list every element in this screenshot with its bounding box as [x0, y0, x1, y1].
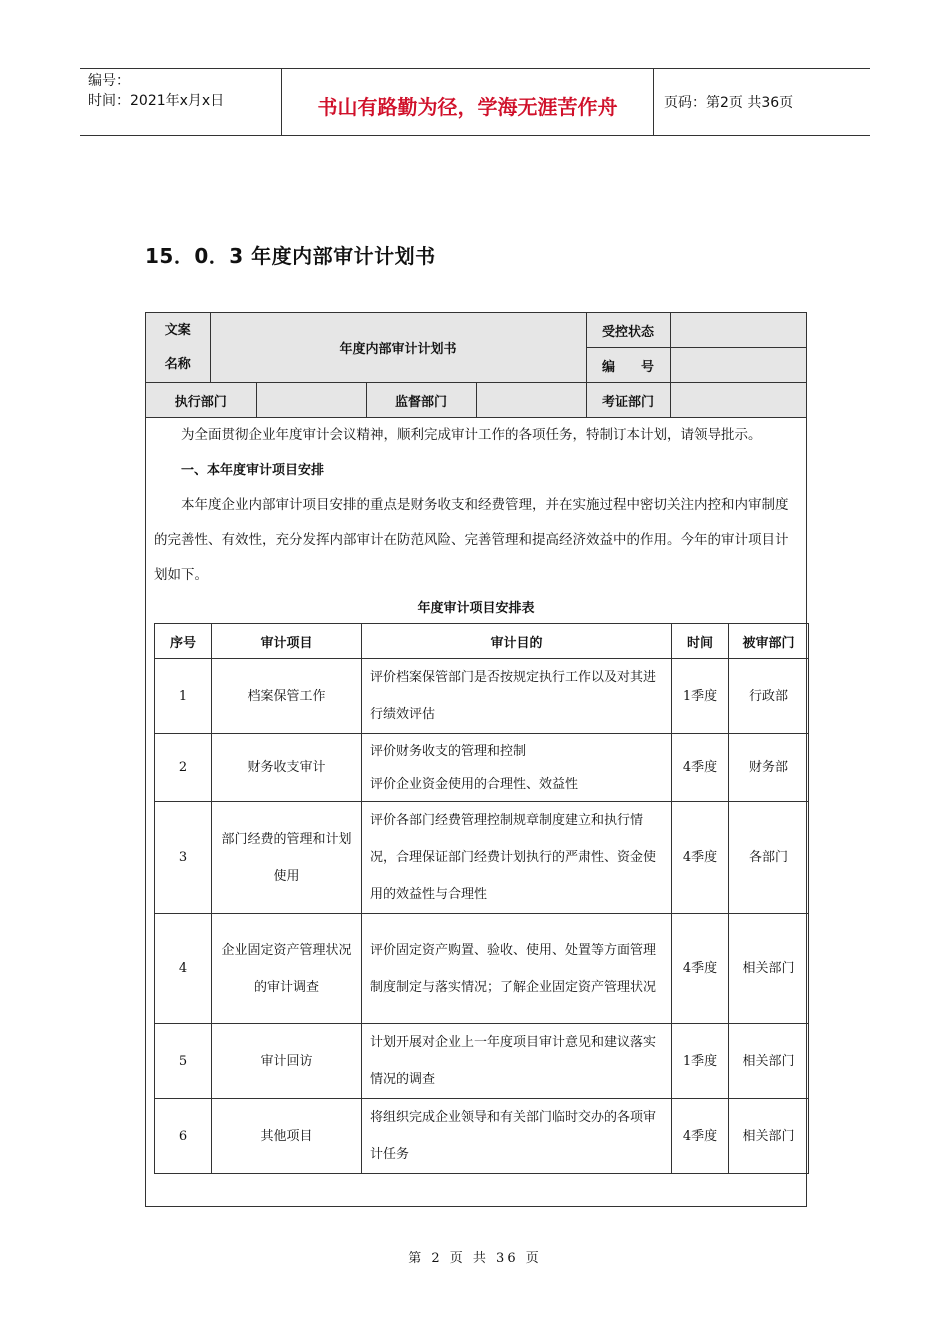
table-caption: 年度审计项目安排表	[417, 601, 535, 616]
verify-dept-label: 考证部门	[586, 383, 670, 418]
row-no: 1	[155, 659, 212, 734]
table-row	[155, 914, 809, 1024]
row-no: 4	[155, 914, 212, 1024]
table-row	[155, 1024, 809, 1099]
code-label: 编号：	[88, 73, 130, 89]
page-footer: 第 2 页 共 36 页	[408, 1251, 542, 1266]
table-row	[155, 1099, 809, 1174]
row-dept: 财务部	[729, 734, 809, 802]
document-body	[146, 418, 806, 593]
row-item: 企业固定资产管理状况的审计调查	[212, 914, 362, 1024]
doc-name-label-line2: 名称	[164, 356, 191, 372]
meta-table	[146, 313, 806, 418]
section-title: 一、本年度审计项目安排	[181, 463, 325, 478]
row-no: 3	[155, 802, 212, 914]
row-time: 4季度	[672, 734, 729, 802]
row-dept: 相关部门	[729, 914, 809, 1024]
supervise-dept-label: 监督部门	[366, 383, 476, 418]
row-goal: 评价固定资产购置、验收、使用、处置等方面管理制度制定与落实情况；了解企业固定资产管理状况	[362, 914, 672, 1024]
doc-name-label-line1: 文案	[164, 322, 191, 338]
row-item: 财务收支审计	[212, 734, 362, 802]
table-row	[155, 802, 809, 914]
page-title: 15．0．3 年度内部审计计划书	[145, 244, 436, 268]
control-status-value	[670, 313, 806, 348]
verify-dept-value	[670, 383, 806, 418]
exec-dept-value	[256, 383, 366, 418]
intro-paragraph: 为全面贯彻企业年度审计会议精神，顺利完成审计工作的各项任务，特制订本计划，请领导批示。	[181, 427, 762, 443]
table-row	[155, 659, 809, 734]
date-line: 时间：2021年x月x日	[88, 93, 225, 109]
doc-name-label	[146, 313, 210, 383]
row-no: 5	[155, 1024, 212, 1099]
row-goal: 将组织完成企业领导和有关部门临时交办的各项审计任务	[362, 1099, 672, 1174]
row-goal: 评价财务收支的管理和控制 评价企业资金使用的合理性、效益性	[362, 734, 672, 802]
header-info	[80, 69, 282, 135]
control-status-label: 受控状态	[586, 313, 670, 348]
col-header-dept: 被审部门	[729, 624, 809, 659]
section-paragraph: 本年度企业内部审计项目安排的重点是财务收支和经费管理，并在实施过程中密切关注内控和内审制度的完善性、有效性，充分发挥内部审计在防范风险、完善管理和提高经济效益中的作用。今年的审计项目计划如下。	[154, 497, 789, 583]
col-header-no: 序号	[155, 624, 212, 659]
col-header-item: 审计项目	[212, 624, 362, 659]
number-value	[670, 348, 806, 383]
row-goal: 评价档案保管部门是否按规定执行工作以及对其进行绩效评估	[362, 659, 672, 734]
row-dept: 相关部门	[729, 1024, 809, 1099]
row-time: 1季度	[672, 659, 729, 734]
row-time: 4季度	[672, 914, 729, 1024]
row-time: 4季度	[672, 802, 729, 914]
row-item: 档案保管工作	[212, 659, 362, 734]
row-goal: 计划开展对企业上一年度项目审计意见和建议落实情况的调查	[362, 1024, 672, 1099]
row-dept: 相关部门	[729, 1099, 809, 1174]
header-motto: 书山有路勤为径，学海无涯苦作舟	[282, 69, 654, 135]
page-header	[80, 68, 870, 136]
number-label: 编 号	[586, 348, 670, 383]
row-item: 其他项目	[212, 1099, 362, 1174]
supervise-dept-value	[476, 383, 586, 418]
table-header-row	[155, 624, 809, 659]
row-item: 审计回访	[212, 1024, 362, 1099]
header-page-info: 页码：第2页 共36页	[664, 95, 794, 111]
row-time: 1季度	[672, 1024, 729, 1099]
audit-plan-table	[154, 623, 809, 1174]
row-no: 6	[155, 1099, 212, 1174]
table-row	[155, 734, 809, 802]
row-dept: 各部门	[729, 802, 809, 914]
document-frame	[145, 312, 807, 1207]
row-no: 2	[155, 734, 212, 802]
col-header-goal: 审计目的	[362, 624, 672, 659]
row-dept: 行政部	[729, 659, 809, 734]
col-header-time: 时间	[672, 624, 729, 659]
doc-name-value: 年度内部审计计划书	[210, 313, 586, 383]
row-item: 部门经费的管理和计划使用	[212, 802, 362, 914]
exec-dept-label: 执行部门	[146, 383, 256, 418]
row-goal: 评价各部门经费管理控制规章制度建立和执行情况，合理保证部门经费计划执行的严肃性、资金使用的效益性与合理性	[362, 802, 672, 914]
row-time: 4季度	[672, 1099, 729, 1174]
